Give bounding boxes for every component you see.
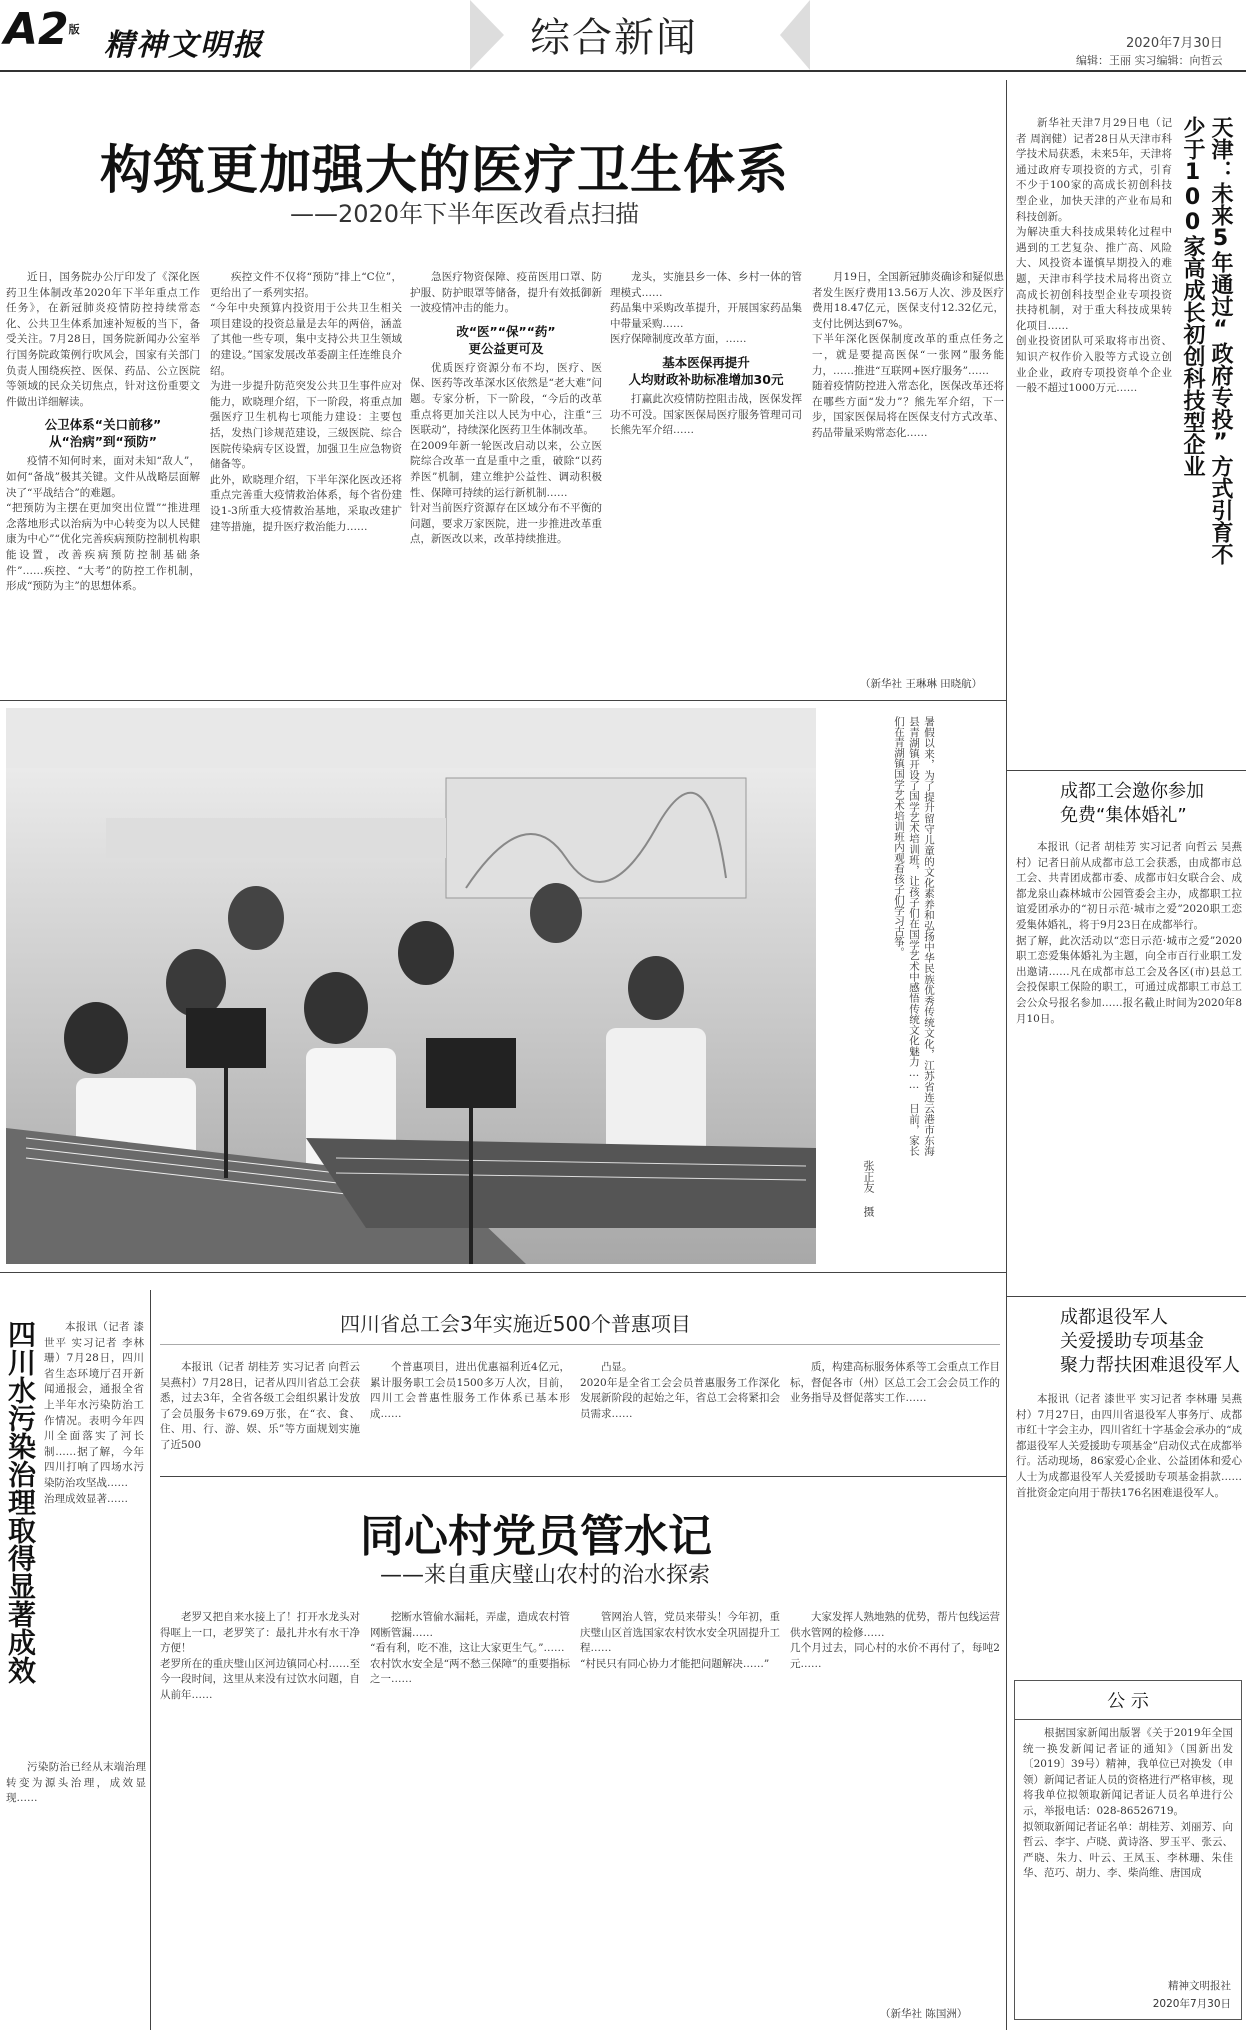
notice-title: 公 示 — [1015, 1681, 1241, 1720]
right-lower-body: 本报讯（记者 漆世平 实习记者 李林珊 吴燕村）7月27日，由四川省退役军人事务厅、成都市红十字会主办，四川省红十字基金会承办的“成都退役军人关爱援助专项基金”启动仪式在成都举行。活动现场，86家爱心企业、公益团体和爱心人士为成都退役军人关爱援助专项基金捐款……首批资金定向用于帮扶176名困难退役军人。 — [1016, 1393, 1242, 1499]
masthead: 精神文明报 — [104, 28, 264, 63]
header-ribbon — [470, 0, 504, 70]
header-ribbon-right — [780, 0, 810, 70]
issue-date: 2020年7月30日 — [1126, 36, 1223, 51]
lead-subtitle: ——2020年下半年医改看点扫描 — [290, 200, 640, 228]
left-article-title: 四川水污染治理取得显著成效 — [4, 1320, 37, 1684]
right-mid-body: 本报讯（记者 胡桂芳 实习记者 向哲云 吴燕村）记者日前从成都市总工会获悉，由成都市总工会、共青团成都市委、成都市妇女联合会、成都龙泉山森林城市公园管委会主办，成都职工拉谊爱团承办的“初日示范·城市之爱”2020职工恋爱集体婚礼，将于9月23日在成都举行。 据了解，此次活动以“恋日示范·城市之爱”2020职工恋爱集体婚礼为主题，向全市百行业职工发出邀请……凡在成都市总工会及各区(市)县总工会投保职工保险的职工，可通过成都职工市总工会公众号报名参加……报名截止时间为2020年8月10日。 — [1016, 841, 1242, 1025]
right-top-title: 天津：未来5年通过“政府专投”方式引育不少于100家高成长初创科技型企业 — [1180, 116, 1233, 565]
right-top-rule — [1006, 770, 1246, 771]
page-number: A2版 — [4, 4, 80, 55]
section-title: 综合新闻 — [530, 15, 698, 61]
photo-illustration — [6, 708, 816, 1264]
union-bottom-rule — [160, 1476, 1006, 1477]
lead-col-2: 疾控文件不仅将“预防”排上“C位”，更给出了一系列实招。 “今年中央预算内投资用于公共卫生相关项目建设的投资总量是去年的两倍，涵盖了其他一些专项，集中支持公共卫生领域的建设。”国家发展改革委副主任连维良介绍。 为进一步提升防范突发公共卫生事件应对能力，欧晓理介绍，下一阶段，将重点加强医疗卫生机构七项能力建设：主要包括，发热门诊规范建设，三级医院、综合医院传染病专区设置，加强卫生应急物资储备等。 此外，欧晓理介绍，下半年深化医改还将重点完善重大疫情救治体系，每个省份建设1-3所重大疫情救治基地，采取改建扩建等措施，提升医疗救治能力…… — [210, 271, 402, 533]
lead-col-1: 近日，国务院办公厅印发了《深化医药卫生体制改革2020年下半年重点工作任务》，在新冠肺炎疫情防控持续常态化、公共卫生体系加速补短板的当下，备受关注。7月28日，国务院新闻办公室举行国务院政策例行吹风会，国家有关部门负责人围绕疾控、医保、药品、公立医院等领域的民众关切焦点，针对这份重要文件做出详细解读。 公卫体系“关口前移” 从“治病”到“预防” 疫情不知何时来，面对未知“敌人”，如何“备战”极其关键。文件从战略层面解决了“平战结合”的难题。 “把预防为主摆在更加突出位置”“推进理念落地形式以治病为中心转变为以人民健康为中心”“优化完善疾病预防控制机构职能设置，改善疾病预防控制基础条件”……疾控、“大考”的防控工作机制，形成“预防为主”的思想体系。 — [6, 271, 200, 593]
notice-org: 精神文明报社 — [1168, 1980, 1231, 1992]
water-subtitle: ——来自重庆璧山农村的治水探索 — [380, 1563, 711, 1588]
lead-credit: （新华社 王琳琳 田晓航） — [860, 678, 983, 690]
water-col-4: 大家发挥人熟地熟的优势，帮片包线运营供水管网的检修…… 几个月过去，同心村的水价不再付了，每吨2元…… — [790, 1611, 1000, 1670]
water-col-3: 管网治人管，党员来带头！今年初，重庆璧山区首选国家农村饮水安全巩固提升工程…… “村民只有同心协力才能把问题解决……” — [580, 1611, 780, 1670]
water-col-1: 老罗又把自来水接上了！打开水龙头对得哐上一口，老罗笑了：最扎井水有水干净方便！ 老罗所在的重庆璧山区河边镇同心村……至今一段时间，这里从来没有过饮水问题，自从前年…… — [160, 1611, 360, 1701]
notice-date: 2020年7月30日 — [1152, 1998, 1231, 2010]
union-col-4: 质，构建高标服务体系等工会重点工作目标，督促各市（州）区总工会工会会员工作的业务指导及督促落实工作…… — [790, 1361, 1000, 1405]
right-top-body: 新华社天津7月29日电（记者 周润健）记者28日从天津市科学技术局获悉，未来5年，天津将通过政府专项投资的方式，引育不少于100家的高成长初创科技型企业，加快天津的产业布局和科技创新。 为解决重大科技成果转化过程中遇到的工艺复杂、推广高、风险大、风投资本谨慎早期投入的难题，天津市科学技术局将出资立高成长初创科技型企业专项投资扶持机制，对于重大科技成果转化项目…… 创业投资团队可采取将市出资、知识产权作价入股等方式设立创业企业，政府专项投资单个企业一般不超过1000万元…… — [1016, 117, 1172, 395]
left-article-body-lower: 污染防治已经从末端治理转变为源头治理，成效显现…… — [6, 1761, 146, 1805]
union-col-1: 本报讯（记者 胡桂芳 实习记者 向哲云 吴燕村）7月28日，记者从四川省总工会获悉，过去3年，全省各级工会组织累计发放了会员服务卡679.69万张，在“衣、食、住、用、行、游、娱、乐”等方面规划实施了近500 — [160, 1361, 360, 1451]
left-article-body: 本报讯（记者 漆世平 实习记者 李林珊）7月28日，四川省生态环境厅召开新闻通报会，通报全省上半年水污染防治工作情况。表明今年四川全面落实了河长制……据了解，今年四川打响了四场水污染防治攻坚战…… 治理成效显著…… — [44, 1321, 144, 1505]
union-col-3: 凸显。 2020年是全省工会会员普惠服务工作深化发展新阶段的起始之年，省总工会将紧扣会员需求…… — [580, 1361, 780, 1420]
right-mid-title: 成都工会邀你参加 免费“集体婚礼” — [1060, 781, 1204, 826]
photo-bottom-rule — [0, 1272, 1006, 1273]
left-article-divider — [150, 1290, 151, 2030]
notice-body: 根据国家新闻出版署《关于2019年全国统一换发新闻记者证的通知》（国新出发〔2019〕39号）精神，我单位已对换发（申领）新闻记者证人员的资格进行严格审核，现将我单位拟领取新闻记者证人员名单进行公示，举报电话：028-86526719。 拟领取新闻记者证名单：胡桂芳、刘丽芳、向哲云、李宇、卢晓、黄诗洛、罗玉平、张云、严晓、朱力、叶云、王凤玉、李林珊、朱佳华、范巧、胡力、李、柴尚维、唐国成 — [1023, 1727, 1233, 1880]
water-credit: （新华社 陈国洲） — [880, 2008, 968, 2020]
editors: 编辑：王丽 实习编辑：向哲云 — [1076, 54, 1223, 67]
photo-caption: 暑假以来，为了提升留守儿童的文化素养和弘扬中华民族优秀传统文化，江苏省连云港市东海县青湖镇开设了国学艺术培训班，让孩子们在国学艺术中感悟传统文化魅力…… 日前，家长们在青湖镇国学艺术培训班内观看孩子们学习古筝。 — [893, 716, 935, 1156]
header-rule — [0, 70, 1246, 72]
lead-bottom-rule — [0, 700, 1006, 701]
photo-credit: 张正友 摄 — [862, 1160, 875, 1217]
right-mid-rule — [1006, 1296, 1246, 1297]
lead-col-5: 月19日，全国新冠肺炎确诊和疑似患者发生医疗费用13.56万人次、涉及医疗费用18.47亿元，医保支付12.32亿元，支付比例达到67%。 下半年深化医保制度改革的重点任务之一，就是要提高医保“一张网”服务能力，……推进“互联网+医疗服务”…… 随着疫情防控进入常态化，医保改革还将在哪些方面“发力”？熊先军介绍，下一步，国家医保局将在医保支付方式改革、药品带量采购常态化…… — [812, 271, 1004, 439]
lead-col-3: 急医疗物资保障、疫苗医用口罩、防护服、防护眼罩等储备，提升有效抵御新一波疫情冲击的能力。 改“医”“保”“药” 更公益更可及 优质医疗资源分布不均，医疗、医保、医药等改革深水区依然是“老大难”问题。专家分析，下一阶段，“今后的改革重点将更加关注以人民为中心，注重“三医联动”，持续深化医药卫生体制改革。 在2009年新一轮医改启动以来，公立医院综合改革一直是重中之重，破除“以药养医”机制，建立维护公益性、调动积极性、保障可持续的运行新机制…… 针对当前医疗资源存在区域分布不平衡的问题，要求万家医院，进一步推进改革重点，新医改以来，改革持续推进。 — [410, 271, 602, 546]
notice-box — [1014, 1680, 1242, 2020]
right-lower-title: 成都退役军人 关爱援助专项基金 聚力帮扶困难退役军人 — [1060, 1307, 1240, 1376]
page-header — [0, 0, 1246, 80]
union-col-2: 个普惠项目，进出优惠福利近4亿元，累计服务职工会员1500多万人次，目前，四川工会普惠性服务工作体系已基本形成…… — [370, 1361, 570, 1420]
lead-col-4: 龙头，实施县乡一体、乡村一体的管理模式…… 药品集中采购改革提升，开展国家药品集中带量采购…… 医疗保障制度改革方面，…… 基本医保再提升 人均财政补助标准增加30元 打赢此次疫情防控阻击战，医保发挥功不可没。国家医保局医疗服务管理司司长熊先军介绍…… — [610, 271, 802, 437]
union-title-rule — [160, 1344, 1000, 1345]
union-title: 四川省总工会3年实施近500个普惠项目 — [340, 1312, 691, 1336]
lead-title: 构筑更加强大的医疗卫生体系 — [100, 141, 790, 201]
water-col-2: 挖断水管偷水漏耗，弄虚，造成农村管网断管漏…… “看有利，吃不准，这让大家更生气。”…… 农村饮水安全是“两不愁三保障”的重要指标之一…… — [370, 1611, 570, 1686]
water-title: 同心村党员管水记 — [360, 1511, 712, 1562]
right-column-divider — [1006, 80, 1007, 2030]
guzheng-class-photo — [6, 708, 816, 1264]
